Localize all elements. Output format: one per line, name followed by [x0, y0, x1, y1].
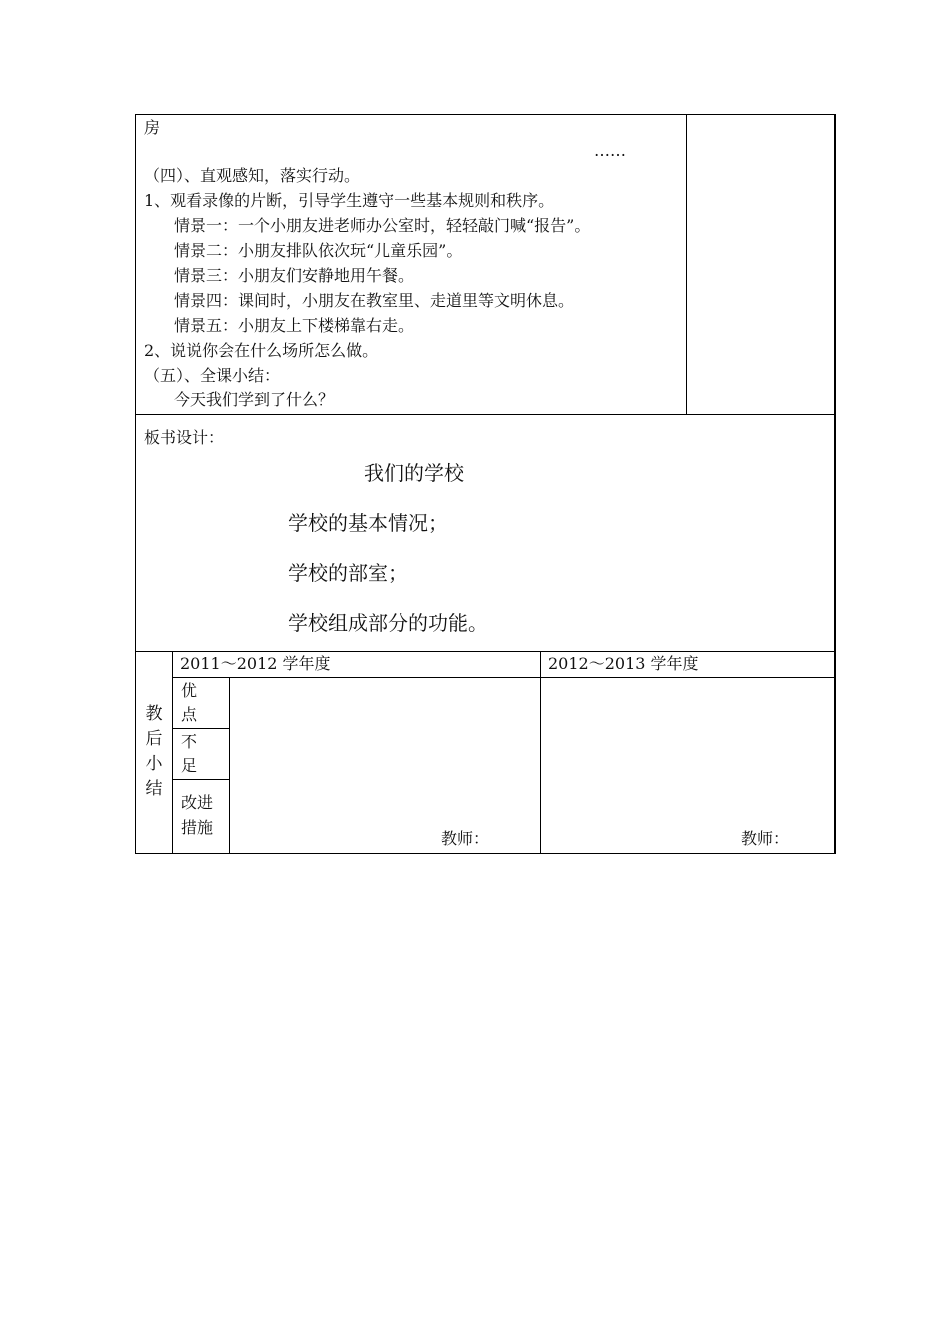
side-label-char-3: 小	[145, 754, 163, 774]
text-fang: 房	[144, 118, 161, 137]
table-border-right	[834, 114, 836, 854]
teacher-label-2: 教师：	[741, 829, 790, 848]
notes-column-divider	[686, 114, 687, 415]
year-header-divider	[172, 677, 836, 678]
teacher-label-1: 教师：	[441, 829, 490, 848]
year-header-2: 2012～2013 学年度	[548, 654, 699, 673]
label-divider-2	[172, 779, 230, 780]
section-5-title: （五）、全课小结：	[144, 366, 281, 385]
item-2-text: 2、说说你会在什么场所怎么做。	[144, 341, 379, 360]
side-label-divider	[172, 651, 173, 854]
summary-question: 今天我们学到了什么？	[174, 390, 335, 409]
table-border-bottom	[135, 853, 836, 854]
side-label-char-2: 后	[145, 729, 163, 749]
side-label-char-1: 教	[145, 704, 163, 724]
year-header-1: 2011～2012 学年度	[180, 654, 331, 673]
section-4-title: （四）、直观感知，落实行动。	[144, 166, 361, 185]
table-border-left	[135, 114, 136, 854]
board-point-1: 学校的基本情况；	[288, 511, 448, 535]
scene-1: 情景一：一个小朋友进老师办公室时，轻轻敲门喊“报告”。	[174, 216, 591, 235]
board-point-3: 学校组成部分的功能。	[288, 611, 488, 635]
scene-4: 情景四：课间时，小朋友在教室里、走道里等文明休息。	[174, 291, 575, 310]
board-point-2: 学校的部室；	[288, 561, 408, 585]
item-1-text: 1、观看录像的片断，引导学生遵守一些基本规则和秩序。	[144, 191, 555, 210]
row-label-weaknesses-2: 足	[181, 756, 198, 775]
board-design-label: 板书设计：	[144, 428, 225, 447]
table-border-top	[135, 114, 836, 115]
label-divider-1	[172, 728, 230, 729]
row-label-strengths-1: 优	[181, 681, 198, 700]
row-divider-board	[135, 414, 836, 415]
scene-2: 情景二：小朋友排队依次玩“儿童乐园”。	[174, 241, 463, 260]
row-label-weaknesses-1: 不	[181, 732, 198, 751]
year-column-divider	[540, 651, 541, 854]
side-label-char-4: 结	[145, 779, 163, 799]
scene-3: 情景三：小朋友们安静地用午餐。	[174, 266, 415, 285]
scene-5: 情景五：小朋友上下楼梯靠右走。	[174, 316, 415, 335]
row-label-strengths-2: 点	[181, 705, 198, 724]
row-divider-postclass	[135, 651, 836, 652]
row-label-improvements-2: 措施	[181, 818, 214, 837]
ellipsis: ……	[594, 141, 626, 160]
row-label-divider	[229, 677, 230, 854]
board-title: 我们的学校	[364, 461, 464, 485]
row-label-improvements-1: 改进	[181, 793, 214, 812]
